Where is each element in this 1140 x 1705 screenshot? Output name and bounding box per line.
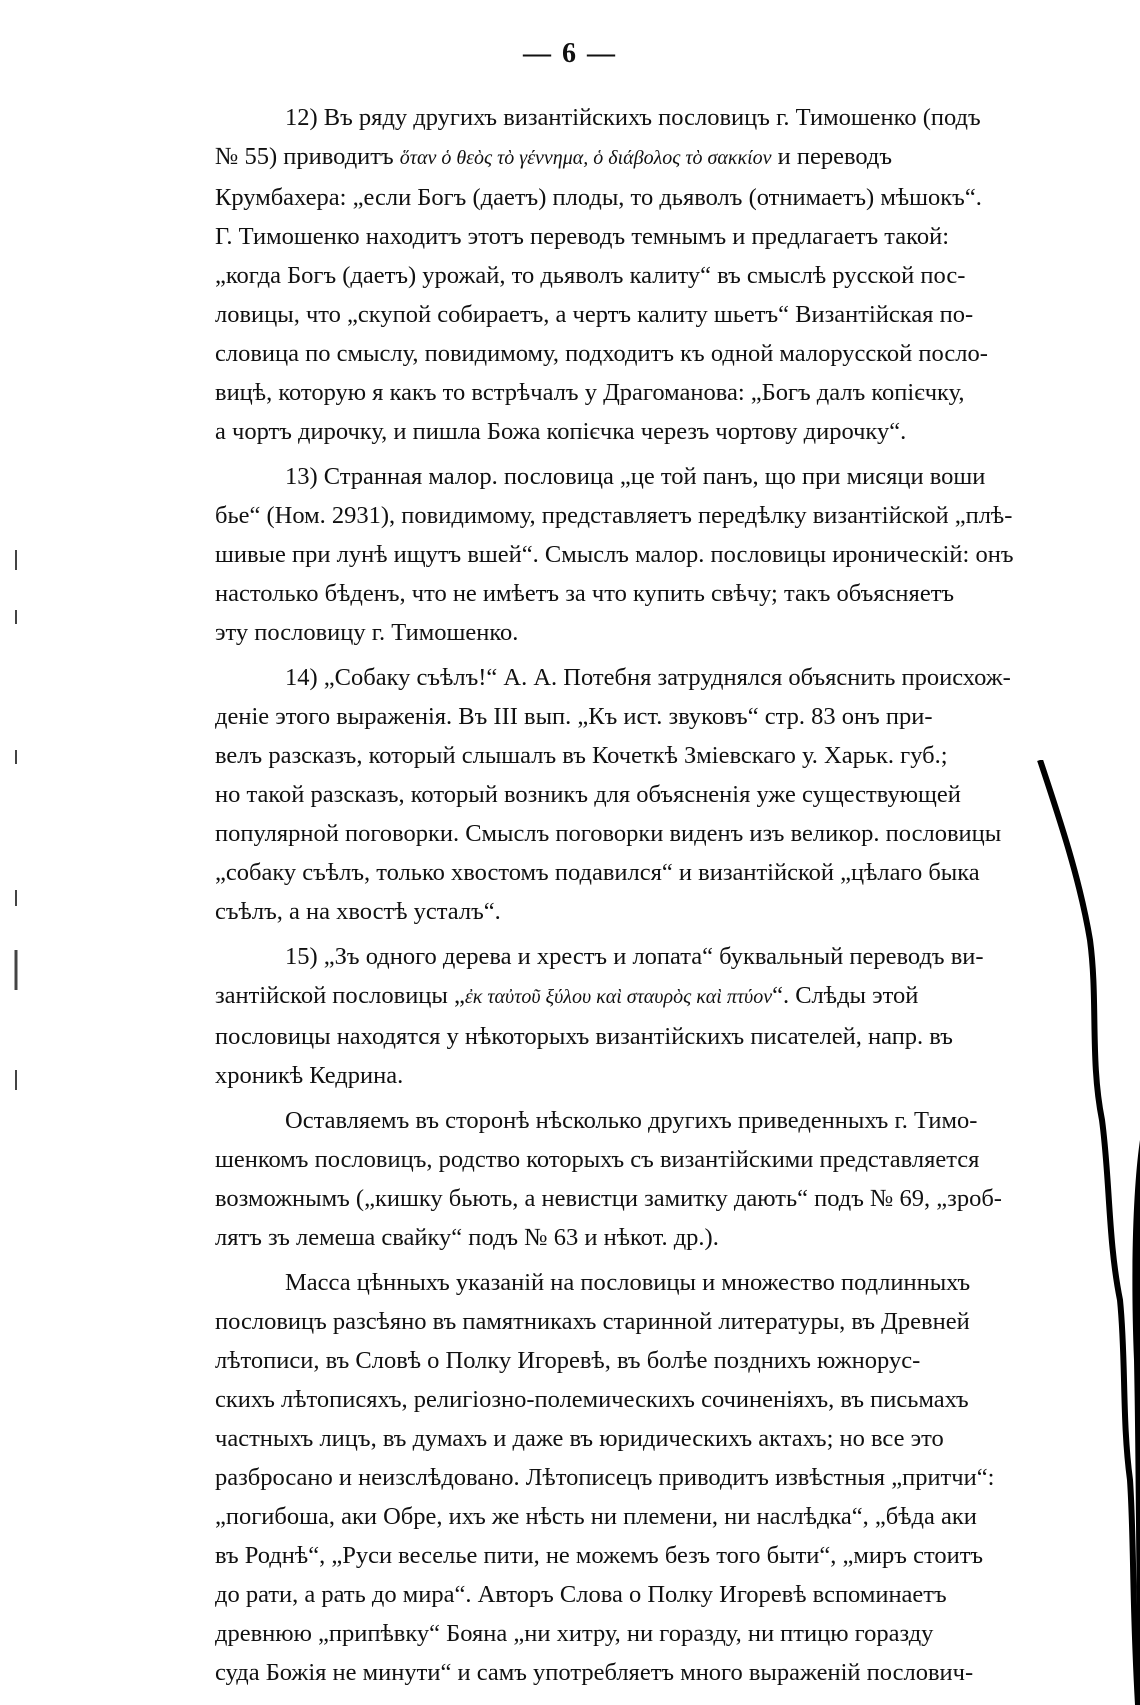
text-line	[215, 976, 1115, 1017]
paragraph-15	[215, 937, 1115, 1095]
paragraph-17	[215, 1263, 1115, 1692]
text-fragment: и переводъ	[777, 143, 893, 170]
text-line: частныхъ лицъ, въ думахъ и даже въ юридическихъ актахъ; но все это	[215, 1425, 944, 1452]
text-line: ловицы, что „скупой собираетъ, а чертъ калиту шьетъ“ Византійская по-	[215, 301, 974, 328]
text-line: Оставляемъ въ сторонѣ нѣсколько другихъ приведенныхъ г. Тимо-	[285, 1107, 978, 1134]
text-line: велъ разсказъ, который слышалъ въ Кочеткѣ Зміевскаго у. Харьк. губ.;	[215, 742, 948, 769]
text-line	[215, 137, 1115, 178]
text-fragment: зантійской пословицы „	[215, 982, 465, 1009]
text-line: въ Роднѣ“, „Руси веселье пити, не можемъ безъ того быти“, „миръ стоитъ	[215, 1542, 984, 1569]
greek-quote: ὅταν ὁ θεὸς τὸ γέννημα, ὁ διάβολος τὸ σακκίον	[399, 147, 772, 169]
text-line: лѣтописи, въ Словѣ о Полку Игоревѣ, въ болѣе позднихъ южнорус-	[215, 1347, 921, 1374]
text-line: 14) „Собаку съѣлъ!“ А. А. Потебня затруднялся объяснить происхож-	[285, 664, 1011, 691]
text-line: „собаку съѣлъ, только хвостомъ подавился“ и византійской „цѣлаго быка	[215, 859, 980, 886]
text-line: но такой разсказъ, который возникъ для объясненія уже существующей	[215, 781, 961, 808]
tear-edge	[1132, 1140, 1140, 1705]
text-line: эту пословицу г. Тимошенко.	[215, 619, 519, 646]
text-line: скихъ лѣтописяхъ, религіозно-полемическихъ сочиненіяхъ, въ письмахъ	[215, 1386, 969, 1413]
text-line: пословицъ разсѣяно въ памятникахъ старинной литературы, въ Древней	[215, 1308, 970, 1335]
text-line: хроникѣ Кедрина.	[215, 1062, 404, 1089]
paragraph-12	[215, 98, 1115, 451]
text-line: Г. Тимошенко находитъ этотъ переводъ темнымъ и предлагаетъ такой:	[215, 223, 949, 250]
text-line: 12) Въ ряду другихъ византійскихъ пословицъ г. Тимошенко (подъ	[285, 104, 981, 131]
page-number: — 6 —	[523, 38, 617, 69]
paragraph-13	[215, 457, 1115, 652]
text-line: 15) „Зъ одного дерева и хрестъ и лопата“ буквальный переводъ ви-	[285, 943, 984, 970]
body-text	[215, 98, 1115, 1698]
text-line: настолько бѣденъ, что не имѣетъ за что купить свѣчу; такъ объясняетъ	[215, 580, 955, 607]
text-line: бье“ (Ном. 2931), повидимому, представляетъ передѣлку византійской „плѣ-	[215, 502, 1013, 529]
text-line: деніе этого выраженія. Въ III вып. „Къ ист. звуковъ“ стр. 83 онъ при-	[215, 703, 933, 730]
margin-marks-decoration	[10, 550, 22, 1100]
text-line: шенкомъ пословицъ, родство которыхъ съ византійскими представляется	[215, 1146, 980, 1173]
paragraph-14	[215, 658, 1115, 931]
text-line: суда Божія не минути“ и самъ употребляетъ много выраженій послович-	[215, 1659, 974, 1686]
text-line: „когда Богъ (даетъ) урожай, то дьяволъ калиту“ въ смыслѣ русской пос-	[215, 262, 966, 289]
text-line: 13) Странная малор. пословица „це той панъ, що при мисяци воши	[285, 463, 986, 490]
text-line: до рати, а рать до мира“. Авторъ Слова о Полку Игоревѣ вспоминаетъ	[215, 1581, 947, 1608]
text-line: Масса цѣнныхъ указаній на пословицы и множество подлинныхъ	[285, 1269, 971, 1296]
text-line: лятъ зъ лемеша свайку“ подъ № 63 и нѣкот. др.).	[215, 1224, 719, 1251]
text-line: шивые при лунѣ ищутъ вшей“. Смыслъ малор. пословицы ироническій: онъ	[215, 541, 1014, 568]
text-line: „погибоша, аки Обре, ихъ же нѣсть ни племени, ни наслѣдка“, „бѣда аки	[215, 1503, 977, 1530]
text-line: съѣлъ, а на хвостѣ усталъ“.	[215, 898, 501, 925]
text-line: пословицы находятся у нѣкоторыхъ византійскихъ писателей, напр. въ	[215, 1023, 953, 1050]
text-line: вицѣ, которую я какъ то встрѣчалъ у Драгоманова: „Богъ далъ копієчку,	[215, 379, 965, 406]
text-line: разбросано и неизслѣдовано. Лѣтописецъ приводитъ извѣстныя „притчи“:	[215, 1464, 995, 1491]
paragraph-16	[215, 1101, 1115, 1257]
greek-quote: ἐκ ταὐτοῦ ξύλου καὶ σταυρὸς καὶ πτύον	[464, 986, 773, 1008]
text-line: возможнымъ („кишку бьють, а невистци замитку дають“ подъ № 69, „зроб-	[215, 1185, 1002, 1212]
text-line: а чортъ дирочку, и пишла Божа копієчка черезъ чортову дирочку“.	[215, 418, 907, 445]
text-line: Крумбахера: „если Богъ (даетъ) плоды, то дьяволъ (отнимаетъ) мѣшокъ“.	[215, 184, 982, 211]
text-line: древнюю „припѣвку“ Бояна „ни хитру, ни горазду, ни птицю горазду	[215, 1620, 934, 1647]
text-line: популярной поговорки. Смыслъ поговорки виденъ изъ великор. пословицы	[215, 820, 1002, 847]
text-line: словица по смыслу, повидимому, подходитъ къ одной малорусской посло-	[215, 340, 988, 367]
text-fragment: “. Слѣды этой	[772, 982, 919, 1009]
text-fragment: № 55) приводитъ	[215, 143, 394, 170]
